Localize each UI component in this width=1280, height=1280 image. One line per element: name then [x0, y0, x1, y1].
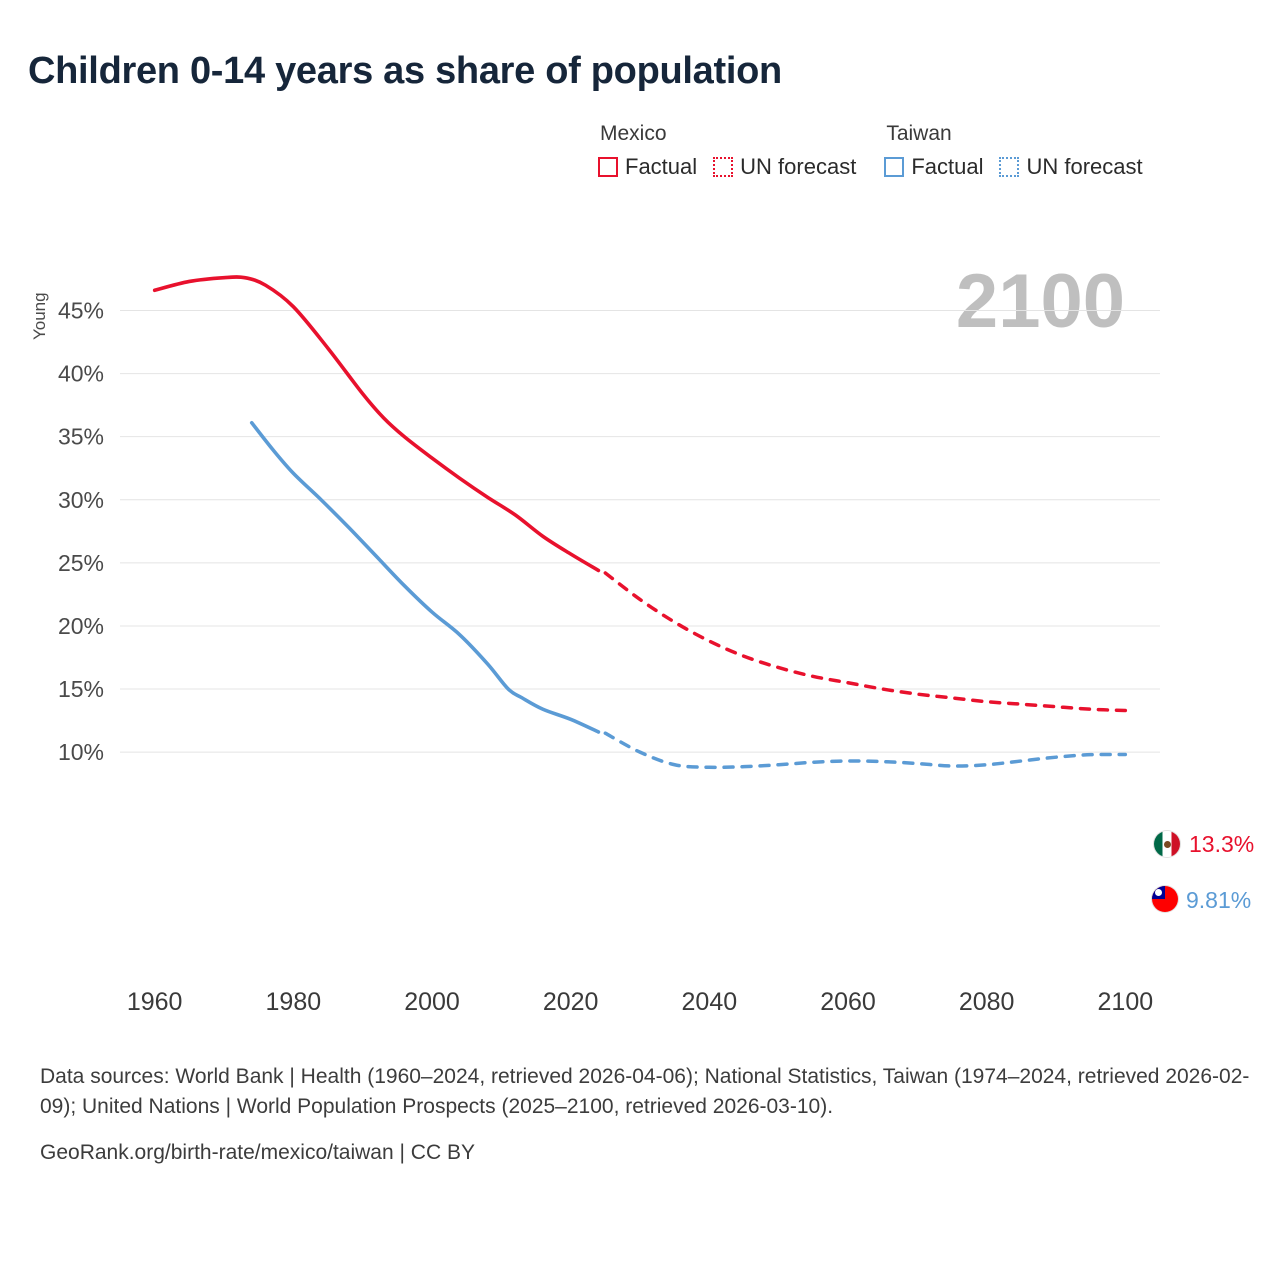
y-tick-label: 25% — [57, 549, 104, 576]
series-line — [605, 573, 1125, 711]
y-axis-label: Young — [30, 292, 49, 340]
legend-group-taiwan — [884, 122, 1142, 180]
legend-label-mexico-factual: Factual — [625, 154, 698, 179]
legend-item-taiwan-forecast[interactable] — [999, 154, 1142, 180]
y-tick-label: 35% — [57, 423, 104, 450]
end-value-mexico: 13.3% — [1189, 831, 1255, 857]
series-line — [155, 277, 599, 570]
legend-label-mexico-forecast: UN forecast — [740, 154, 857, 179]
legend-swatch-dotted-icon — [713, 157, 733, 177]
footer — [40, 1062, 1250, 1169]
x-tick-label: 2060 — [820, 988, 876, 1016]
y-tick-label: 15% — [57, 676, 104, 703]
x-tick-label: 1960 — [126, 988, 183, 1016]
y-tick-label: 45% — [57, 297, 104, 324]
legend-item-mexico-forecast[interactable] — [713, 154, 856, 180]
end-value-taiwan: 9.81% — [1186, 887, 1252, 913]
legend-item-mexico-factual[interactable] — [598, 154, 697, 180]
legend-swatch-solid-icon — [598, 157, 618, 177]
x-tick-label: 2000 — [404, 988, 460, 1016]
legend-group-title-mexico: Mexico — [600, 122, 667, 145]
mexico-flag-icon — [1154, 831, 1180, 857]
legend-swatch-solid-icon — [884, 157, 904, 177]
chart-legend — [598, 122, 1143, 180]
x-tick-label: 2080 — [958, 988, 1015, 1016]
taiwan-flag-icon — [1152, 886, 1178, 912]
legend-label-taiwan-forecast: UN forecast — [1026, 154, 1143, 179]
year-watermark: 2100 — [955, 259, 1125, 344]
x-tick-label: 2020 — [542, 988, 599, 1016]
legend-group-title-taiwan: Taiwan — [886, 122, 952, 145]
y-tick-label: 40% — [57, 360, 104, 387]
legend-label-taiwan-factual: Factual — [911, 154, 984, 179]
legend-swatch-dotted-icon — [999, 157, 1019, 177]
x-tick-label: 1980 — [265, 988, 322, 1016]
page-title: Children 0-14 years as share of population — [28, 50, 782, 92]
data-sources-text: Data sources: World Bank | Health (1960–2024, retrieved 2026-04-06); National Statistics, Taiwan (1974–2024, retrieved 2026-02-09); United Nations | World Population Prospects (2025–2100, retrieved 2026-03-10). — [40, 1065, 1250, 1119]
y-tick-label: 30% — [57, 486, 104, 513]
y-tick-label: 10% — [57, 739, 104, 766]
x-tick-label: 2040 — [681, 988, 738, 1016]
series-line — [605, 733, 1125, 767]
attribution-text: GeoRank.org/birth-rate/mexico/taiwan | CC BY — [40, 1141, 475, 1165]
x-tick-label: 2100 — [1097, 988, 1154, 1016]
y-tick-label: 20% — [57, 612, 104, 639]
series-line — [252, 423, 599, 732]
chart-plot — [0, 215, 1280, 1035]
legend-item-taiwan-factual[interactable] — [884, 154, 983, 180]
legend-group-mexico — [598, 122, 856, 180]
